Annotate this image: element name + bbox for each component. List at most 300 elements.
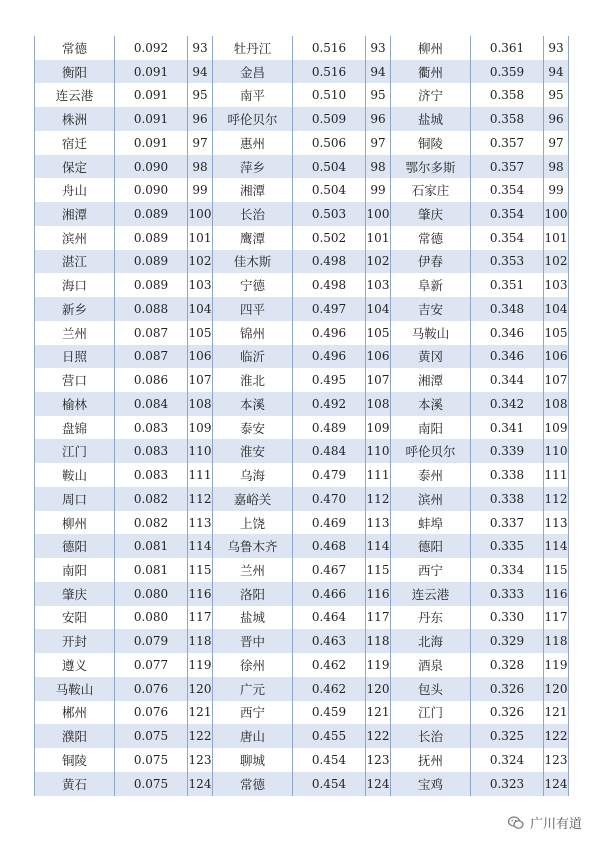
city-cell: 新乡 (35, 297, 115, 321)
rank-cell: 110 (366, 439, 391, 463)
city-cell: 德阳 (391, 534, 471, 558)
value-cell: 0.454 (293, 748, 366, 772)
value-cell: 0.346 (471, 345, 544, 369)
rank-cell: 112 (544, 487, 569, 511)
city-cell: 营口 (35, 368, 115, 392)
value-cell: 0.080 (115, 606, 188, 630)
rank-cell: 103 (188, 273, 213, 297)
value-cell: 0.091 (115, 60, 188, 84)
city-cell: 盐城 (391, 107, 471, 131)
table-row (35, 511, 569, 535)
table-row (35, 463, 569, 487)
city-cell: 淮北 (213, 368, 293, 392)
value-cell: 0.083 (115, 416, 188, 440)
rank-cell: 109 (366, 416, 391, 440)
rank-cell: 96 (188, 107, 213, 131)
city-cell: 呼伦贝尔 (213, 107, 293, 131)
value-cell: 0.089 (115, 273, 188, 297)
city-cell: 濮阳 (35, 724, 115, 748)
city-cell: 南平 (213, 83, 293, 107)
city-cell: 盘锦 (35, 416, 115, 440)
value-cell: 0.084 (115, 392, 188, 416)
value-cell: 0.470 (293, 487, 366, 511)
city-cell: 遵义 (35, 653, 115, 677)
city-cell: 四平 (213, 297, 293, 321)
value-cell: 0.083 (115, 439, 188, 463)
value-cell: 0.504 (293, 178, 366, 202)
value-cell: 0.080 (115, 582, 188, 606)
value-cell: 0.329 (471, 629, 544, 653)
ranking-table-body (35, 36, 569, 796)
rank-cell: 120 (188, 677, 213, 701)
city-cell: 榆林 (35, 392, 115, 416)
rank-cell: 113 (188, 511, 213, 535)
rank-cell: 104 (366, 297, 391, 321)
value-cell: 0.076 (115, 701, 188, 725)
value-cell: 0.496 (293, 345, 366, 369)
rank-cell: 102 (544, 250, 569, 274)
city-cell: 海口 (35, 273, 115, 297)
rank-cell: 109 (544, 416, 569, 440)
city-cell: 本溪 (391, 392, 471, 416)
city-cell: 衡阳 (35, 60, 115, 84)
city-cell: 鄂尔多斯 (391, 155, 471, 179)
value-cell: 0.339 (471, 439, 544, 463)
rank-cell: 121 (544, 701, 569, 725)
rank-cell: 99 (544, 178, 569, 202)
rank-cell: 100 (544, 202, 569, 226)
rank-cell: 102 (188, 250, 213, 274)
table-row (35, 368, 569, 392)
value-cell: 0.498 (293, 273, 366, 297)
value-cell: 0.454 (293, 772, 366, 796)
city-cell: 吉安 (391, 297, 471, 321)
table-row (35, 582, 569, 606)
ranking-table (34, 36, 569, 796)
rank-cell: 99 (188, 178, 213, 202)
city-cell: 柳州 (35, 511, 115, 535)
rank-cell: 117 (188, 606, 213, 630)
city-cell: 洛阳 (213, 582, 293, 606)
city-cell: 马鞍山 (391, 321, 471, 345)
value-cell: 0.468 (293, 534, 366, 558)
rank-cell: 120 (366, 677, 391, 701)
city-cell: 舟山 (35, 178, 115, 202)
city-cell: 马鞍山 (35, 677, 115, 701)
table-row (35, 416, 569, 440)
value-cell: 0.464 (293, 606, 366, 630)
rank-cell: 100 (366, 202, 391, 226)
value-cell: 0.358 (471, 107, 544, 131)
rank-cell: 123 (544, 748, 569, 772)
table-row (35, 321, 569, 345)
table-row (35, 487, 569, 511)
rank-cell: 106 (188, 345, 213, 369)
table-row (35, 534, 569, 558)
rank-cell: 97 (366, 131, 391, 155)
rank-cell: 111 (366, 463, 391, 487)
value-cell: 0.463 (293, 629, 366, 653)
city-cell: 郴州 (35, 701, 115, 725)
value-cell: 0.506 (293, 131, 366, 155)
value-cell: 0.503 (293, 202, 366, 226)
table-row (35, 748, 569, 772)
table-row (35, 273, 569, 297)
table-row (35, 60, 569, 84)
city-cell: 安阳 (35, 606, 115, 630)
value-cell: 0.082 (115, 487, 188, 511)
value-cell: 0.328 (471, 653, 544, 677)
value-cell: 0.348 (471, 297, 544, 321)
rank-cell: 101 (544, 226, 569, 250)
rank-cell: 116 (366, 582, 391, 606)
city-cell: 上饶 (213, 511, 293, 535)
value-cell: 0.346 (471, 321, 544, 345)
rank-cell: 103 (544, 273, 569, 297)
rank-cell: 108 (188, 392, 213, 416)
city-cell: 锦州 (213, 321, 293, 345)
rank-cell: 118 (188, 629, 213, 653)
value-cell: 0.357 (471, 155, 544, 179)
rank-cell: 93 (188, 36, 213, 60)
value-cell: 0.504 (293, 155, 366, 179)
city-cell: 湘潭 (35, 202, 115, 226)
rank-cell: 124 (544, 772, 569, 796)
city-cell: 开封 (35, 629, 115, 653)
city-cell: 宝鸡 (391, 772, 471, 796)
value-cell: 0.357 (471, 131, 544, 155)
city-cell: 阜新 (391, 273, 471, 297)
value-cell: 0.086 (115, 368, 188, 392)
rank-cell: 117 (366, 606, 391, 630)
rank-cell: 114 (188, 534, 213, 558)
city-cell: 北海 (391, 629, 471, 653)
rank-cell: 122 (366, 724, 391, 748)
rank-cell: 123 (188, 748, 213, 772)
city-cell: 石家庄 (391, 178, 471, 202)
value-cell: 0.337 (471, 511, 544, 535)
city-cell: 肇庆 (391, 202, 471, 226)
value-cell: 0.081 (115, 534, 188, 558)
city-cell: 聊城 (213, 748, 293, 772)
value-cell: 0.496 (293, 321, 366, 345)
rank-cell: 95 (366, 83, 391, 107)
rank-cell: 112 (188, 487, 213, 511)
city-cell: 柳州 (391, 36, 471, 60)
city-cell: 泰安 (213, 416, 293, 440)
city-cell: 酒泉 (391, 653, 471, 677)
value-cell: 0.087 (115, 321, 188, 345)
city-cell: 湘潭 (391, 368, 471, 392)
value-cell: 0.516 (293, 60, 366, 84)
value-cell: 0.479 (293, 463, 366, 487)
wechat-icon (508, 816, 524, 830)
city-cell: 乌鲁木齐 (213, 534, 293, 558)
value-cell: 0.091 (115, 131, 188, 155)
table-row (35, 178, 569, 202)
rank-cell: 105 (188, 321, 213, 345)
rank-cell: 121 (188, 701, 213, 725)
rank-cell: 111 (544, 463, 569, 487)
value-cell: 0.087 (115, 345, 188, 369)
city-cell: 牡丹江 (213, 36, 293, 60)
value-cell: 0.083 (115, 463, 188, 487)
value-cell: 0.351 (471, 273, 544, 297)
city-cell: 乌海 (213, 463, 293, 487)
city-cell: 湛江 (35, 250, 115, 274)
table-row (35, 392, 569, 416)
table-row (35, 250, 569, 274)
city-cell: 淮安 (213, 439, 293, 463)
rank-cell: 94 (366, 60, 391, 84)
rank-cell: 98 (544, 155, 569, 179)
city-cell: 连云港 (35, 83, 115, 107)
watermark (504, 811, 586, 834)
table-row (35, 345, 569, 369)
value-cell: 0.467 (293, 558, 366, 582)
table-row (35, 629, 569, 653)
city-cell: 黄冈 (391, 345, 471, 369)
table-row (35, 558, 569, 582)
rank-cell: 99 (366, 178, 391, 202)
city-cell: 南阳 (35, 558, 115, 582)
city-cell: 包头 (391, 677, 471, 701)
city-cell: 宁德 (213, 273, 293, 297)
city-cell: 金昌 (213, 60, 293, 84)
value-cell: 0.325 (471, 724, 544, 748)
city-cell: 宿迁 (35, 131, 115, 155)
rank-cell: 96 (366, 107, 391, 131)
value-cell: 0.081 (115, 558, 188, 582)
city-cell: 晋中 (213, 629, 293, 653)
city-cell: 黄石 (35, 772, 115, 796)
table-row (35, 202, 569, 226)
rank-cell: 105 (366, 321, 391, 345)
rank-cell: 104 (188, 297, 213, 321)
value-cell: 0.342 (471, 392, 544, 416)
city-cell: 唐山 (213, 724, 293, 748)
rank-cell: 103 (366, 273, 391, 297)
value-cell: 0.335 (471, 534, 544, 558)
city-cell: 兰州 (213, 558, 293, 582)
value-cell: 0.089 (115, 226, 188, 250)
rank-cell: 118 (366, 629, 391, 653)
rank-cell: 115 (188, 558, 213, 582)
table-row (35, 226, 569, 250)
city-cell: 肇庆 (35, 582, 115, 606)
city-cell: 佳木斯 (213, 250, 293, 274)
rank-cell: 98 (188, 155, 213, 179)
ranking-table-container (34, 36, 568, 796)
rank-cell: 97 (544, 131, 569, 155)
city-cell: 鞍山 (35, 463, 115, 487)
city-cell: 泰州 (391, 463, 471, 487)
value-cell: 0.455 (293, 724, 366, 748)
table-row (35, 653, 569, 677)
city-cell: 盐城 (213, 606, 293, 630)
value-cell: 0.324 (471, 748, 544, 772)
city-cell: 常德 (213, 772, 293, 796)
rank-cell: 110 (544, 439, 569, 463)
city-cell: 南阳 (391, 416, 471, 440)
rank-cell: 96 (544, 107, 569, 131)
city-cell: 嘉峪关 (213, 487, 293, 511)
table-row (35, 36, 569, 60)
city-cell: 江门 (391, 701, 471, 725)
value-cell: 0.077 (115, 653, 188, 677)
city-cell: 西宁 (213, 701, 293, 725)
table-row (35, 83, 569, 107)
table-row (35, 155, 569, 179)
table-row (35, 439, 569, 463)
value-cell: 0.344 (471, 368, 544, 392)
rank-cell: 94 (544, 60, 569, 84)
value-cell: 0.089 (115, 202, 188, 226)
value-cell: 0.090 (115, 178, 188, 202)
rank-cell: 95 (188, 83, 213, 107)
value-cell: 0.361 (471, 36, 544, 60)
rank-cell: 124 (366, 772, 391, 796)
value-cell: 0.338 (471, 463, 544, 487)
city-cell: 江门 (35, 439, 115, 463)
table-row (35, 701, 569, 725)
value-cell: 0.075 (115, 772, 188, 796)
rank-cell: 108 (366, 392, 391, 416)
value-cell: 0.326 (471, 701, 544, 725)
value-cell: 0.466 (293, 582, 366, 606)
city-cell: 湘潭 (213, 178, 293, 202)
rank-cell: 121 (366, 701, 391, 725)
city-cell: 临沂 (213, 345, 293, 369)
rank-cell: 108 (544, 392, 569, 416)
value-cell: 0.459 (293, 701, 366, 725)
table-row (35, 606, 569, 630)
table-row (35, 772, 569, 796)
value-cell: 0.326 (471, 677, 544, 701)
rank-cell: 113 (544, 511, 569, 535)
rank-cell: 116 (544, 582, 569, 606)
value-cell: 0.091 (115, 107, 188, 131)
rank-cell: 106 (366, 345, 391, 369)
city-cell: 呼伦贝尔 (391, 439, 471, 463)
rank-cell: 107 (544, 368, 569, 392)
value-cell: 0.462 (293, 677, 366, 701)
rank-cell: 98 (366, 155, 391, 179)
table-row (35, 297, 569, 321)
value-cell: 0.079 (115, 629, 188, 653)
value-cell: 0.338 (471, 487, 544, 511)
value-cell: 0.333 (471, 582, 544, 606)
rank-cell: 100 (188, 202, 213, 226)
city-cell: 滨州 (35, 226, 115, 250)
rank-cell: 109 (188, 416, 213, 440)
value-cell: 0.076 (115, 677, 188, 701)
city-cell: 惠州 (213, 131, 293, 155)
rank-cell: 93 (544, 36, 569, 60)
rank-cell: 123 (366, 748, 391, 772)
value-cell: 0.354 (471, 202, 544, 226)
value-cell: 0.354 (471, 178, 544, 202)
city-cell: 长治 (391, 724, 471, 748)
value-cell: 0.358 (471, 83, 544, 107)
value-cell: 0.353 (471, 250, 544, 274)
city-cell: 周口 (35, 487, 115, 511)
city-cell: 常德 (391, 226, 471, 250)
value-cell: 0.510 (293, 83, 366, 107)
city-cell: 滨州 (391, 487, 471, 511)
rank-cell: 111 (188, 463, 213, 487)
value-cell: 0.516 (293, 36, 366, 60)
city-cell: 衢州 (391, 60, 471, 84)
rank-cell: 107 (366, 368, 391, 392)
rank-cell: 114 (544, 534, 569, 558)
city-cell: 抚州 (391, 748, 471, 772)
rank-cell: 102 (366, 250, 391, 274)
rank-cell: 120 (544, 677, 569, 701)
city-cell: 济宁 (391, 83, 471, 107)
rank-cell: 113 (366, 511, 391, 535)
city-cell: 德阳 (35, 534, 115, 558)
value-cell: 0.088 (115, 297, 188, 321)
rank-cell: 117 (544, 606, 569, 630)
value-cell: 0.082 (115, 511, 188, 535)
value-cell: 0.495 (293, 368, 366, 392)
value-cell: 0.075 (115, 724, 188, 748)
value-cell: 0.092 (115, 36, 188, 60)
city-cell: 常德 (35, 36, 115, 60)
value-cell: 0.323 (471, 772, 544, 796)
rank-cell: 106 (544, 345, 569, 369)
city-cell: 鹰潭 (213, 226, 293, 250)
table-row (35, 107, 569, 131)
value-cell: 0.497 (293, 297, 366, 321)
rank-cell: 104 (544, 297, 569, 321)
value-cell: 0.341 (471, 416, 544, 440)
city-cell: 徐州 (213, 653, 293, 677)
value-cell: 0.359 (471, 60, 544, 84)
rank-cell: 115 (366, 558, 391, 582)
city-cell: 株洲 (35, 107, 115, 131)
rank-cell: 122 (188, 724, 213, 748)
value-cell: 0.090 (115, 155, 188, 179)
rank-cell: 114 (366, 534, 391, 558)
city-cell: 丹东 (391, 606, 471, 630)
rank-cell: 105 (544, 321, 569, 345)
city-cell: 长治 (213, 202, 293, 226)
rank-cell: 116 (188, 582, 213, 606)
city-cell: 蚌埠 (391, 511, 471, 535)
value-cell: 0.498 (293, 250, 366, 274)
watermark-text: 广川有道 (529, 817, 582, 832)
city-cell: 日照 (35, 345, 115, 369)
city-cell: 保定 (35, 155, 115, 179)
city-cell: 广元 (213, 677, 293, 701)
value-cell: 0.502 (293, 226, 366, 250)
city-cell: 萍乡 (213, 155, 293, 179)
value-cell: 0.462 (293, 653, 366, 677)
city-cell: 连云港 (391, 582, 471, 606)
rank-cell: 101 (188, 226, 213, 250)
value-cell: 0.089 (115, 250, 188, 274)
rank-cell: 95 (544, 83, 569, 107)
city-cell: 兰州 (35, 321, 115, 345)
rank-cell: 112 (366, 487, 391, 511)
value-cell: 0.354 (471, 226, 544, 250)
value-cell: 0.334 (471, 558, 544, 582)
value-cell: 0.489 (293, 416, 366, 440)
value-cell: 0.091 (115, 83, 188, 107)
rank-cell: 94 (188, 60, 213, 84)
